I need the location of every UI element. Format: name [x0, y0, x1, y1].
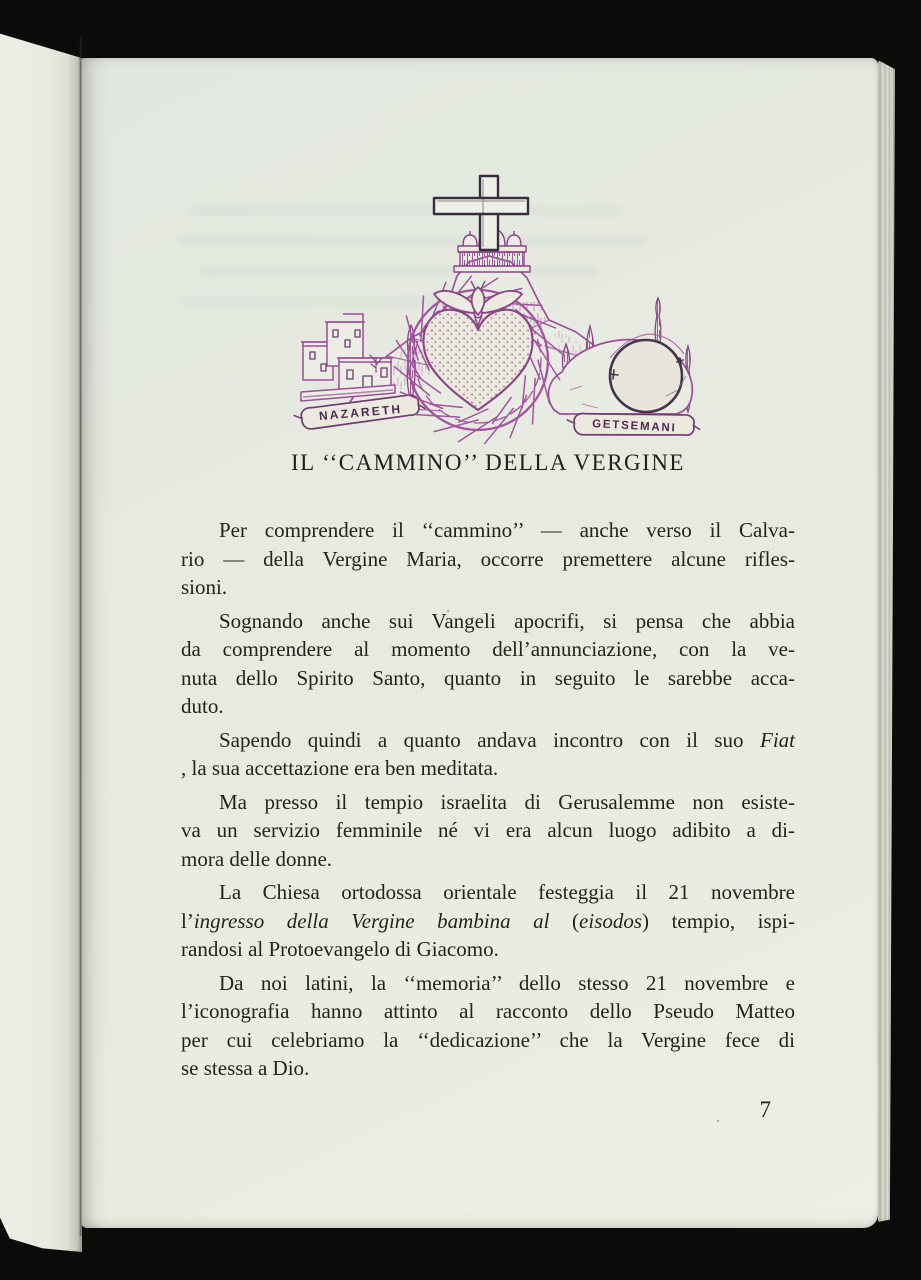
book-page [81, 58, 878, 1228]
calvary-illustration [291, 168, 701, 438]
book-gutter-pages [0, 30, 82, 1252]
banner-nazareth-label: NAZARETH [318, 401, 403, 424]
page-content [181, 58, 795, 1123]
paragraph: Da noi latini, la ‘‘memoria’’ dello stesso 21 novembre e l’iconografia hanno attinto al racconto dello Pseudo Matteo per cui celebriamo la ‘‘dedicazione’’ che la Vergine fece di se stessa a Dio. [181, 970, 795, 1080]
page-title: IL ‘‘CAMMINO’’ DELLA VERGINE [291, 450, 685, 475]
paragraph: Sognando anche sui Vangeli apocrifi, si pensa che abbia da comprendere al momento dell’annunciazione, con la ve- nuta dello Spirito Santo, quanto in seguito le sarebbe acca- duto. [181, 608, 795, 718]
paragraph: Per comprendere il ‘‘cammino’’ — anche verso il Calva- rio — della Vergine Maria, occorre premettere alcune rifles- sioni. [181, 518, 795, 599]
paragraph: La Chiesa ortodossa orientale festeggia il 21 novembre l’ingresso della Vergine bambina al (eisodos) tempio, ispi- randosi al Protoevangelo di Giacomo. [181, 880, 795, 961]
banner-gethsemane [566, 409, 701, 441]
book-fore-edge [878, 60, 895, 1222]
body-text [181, 516, 795, 1083]
page-crease [79, 36, 82, 1236]
page-number: 7 [759, 1096, 771, 1122]
paragraph: Ma presso il tempio israelita di Gerusalemme non esiste- va un servizio femminile né vi era alcun luogo adibito a di- mora delle donne. [181, 789, 795, 871]
paragraph: Sapendo quindi a quanto andava incontro con il suo Fiat , la sua accettazione era ben meditata. [181, 727, 795, 780]
banner-gethsemane-label: GETSEMANI [591, 418, 677, 435]
